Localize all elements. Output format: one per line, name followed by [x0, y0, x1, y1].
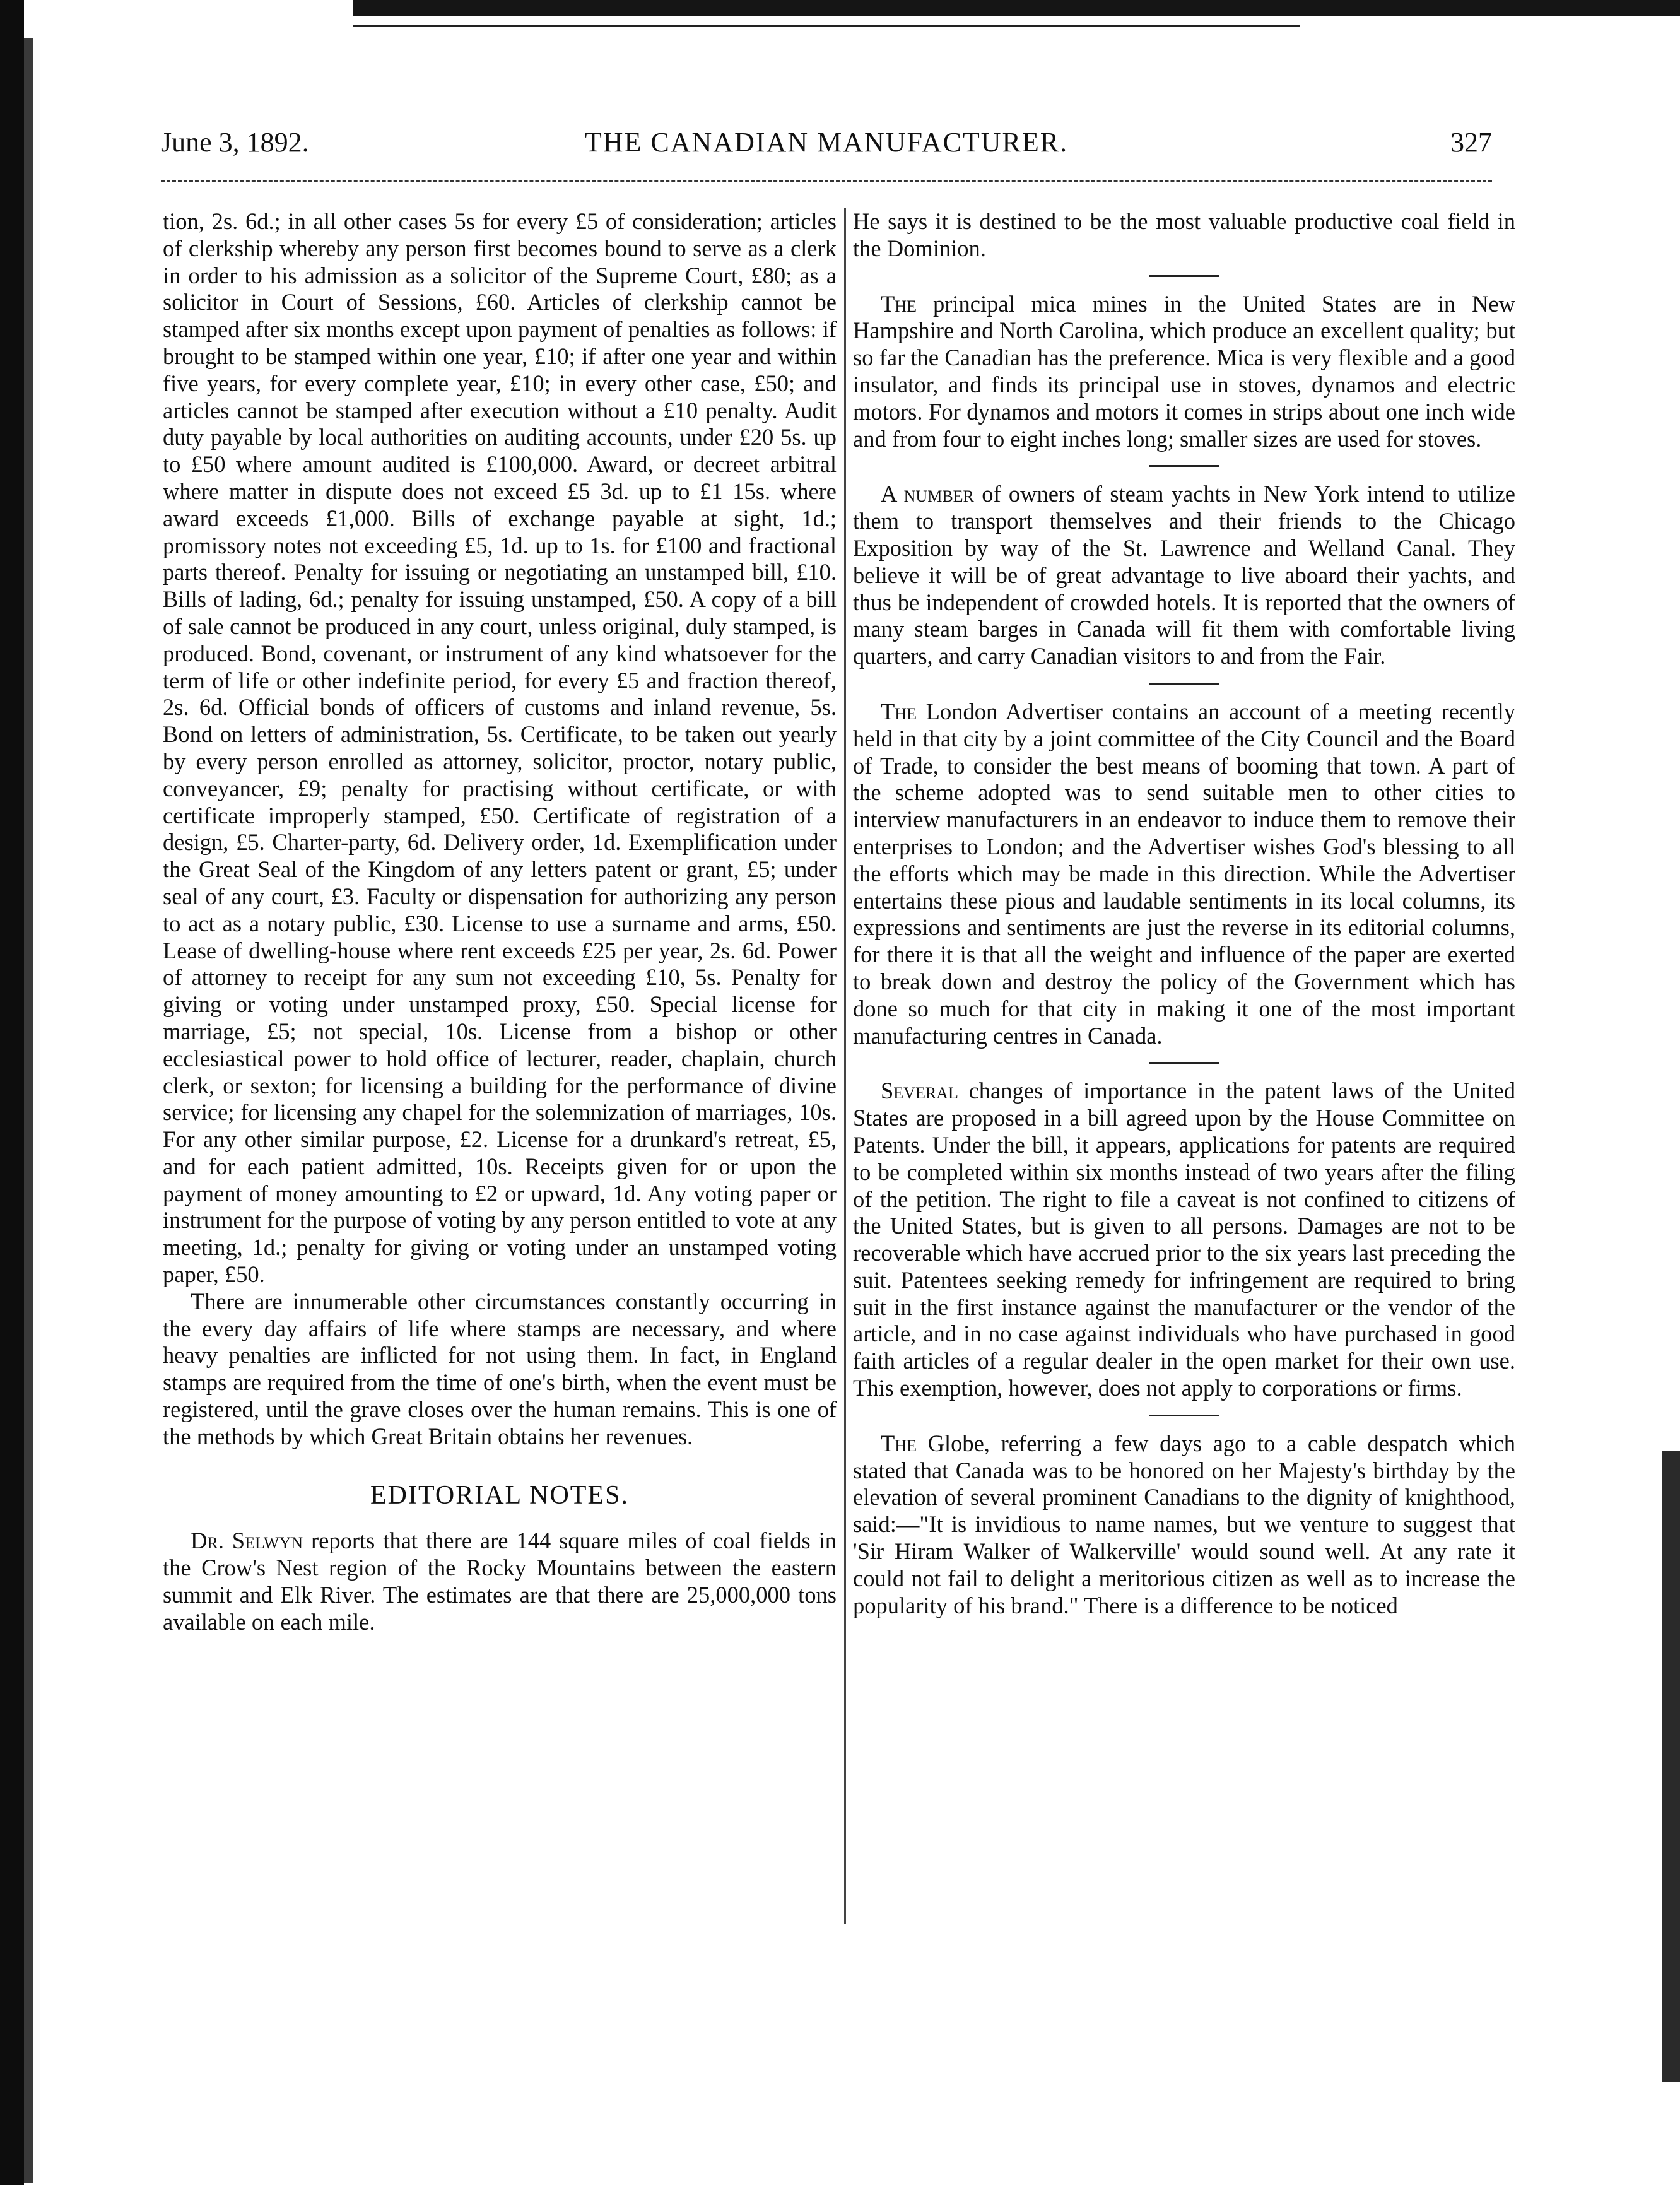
note-separator [1149, 465, 1219, 467]
paragraph-text: changes of importance in the patent laws of the United States are proposed in a bill agreed upon by the House Committee on Patents. Under the bill, it appears, applications for patents are required to be completed within six months instead of two years after the filing of the petition. The right to file a caveat is not confined to citizens of the United States, but is given to all persons. Damages are not to be recoverable which have accrued prior to the six years last preceding the suit. Patentees seeking remedy for infringement are required to bring suit in the first instance against the manufacturer or the vendor of the article, and in no case against individuals who have purchased in good faith articles of a regular dealer in the open market for their own use. This exemption, however, does not apply to corporations or firms. [853, 1078, 1515, 1401]
patent-laws-paragraph [853, 1078, 1515, 1402]
globe-paragraph [853, 1430, 1515, 1620]
issue-date: June 3, 1892. [161, 127, 309, 158]
binding-edge-shadow [24, 38, 33, 2183]
left-column [163, 208, 837, 1636]
binding-spine-shadow [0, 0, 24, 2185]
mica-paragraph [853, 291, 1515, 453]
paragraph-text: principal mica mines in the United States are in New Hampshire and North Carolina, which produce an excellent quality; but so far the Canadian has the preference. Mica is very flexible and a good insulator, and finds its principal use in stoves, dynamos and electric motors. For dynamos and motors it comes in strips about one inch wide and from four to eight inches long; smaller sizes are used for stoves. [853, 290, 1515, 452]
selwyn-paragraph [163, 1528, 837, 1635]
yachts-paragraph [853, 481, 1515, 670]
note-separator [1149, 1062, 1219, 1064]
paragraph-text: Globe, referring a few days ago to a cable despatch which stated that Canada was to be honored on her Majesty's birthday by the elevation of several prominent Canadians to the dignity of knighthood, said:—"It is invidious to name names, but we venture to suggest that 'Sir Hiram Walker of Walkerville' would sound well. At any rate it could not fail to delight a meritorious citizen as well as to increase the popularity of his brand." There is a difference to be noticed [853, 1430, 1515, 1618]
note-separator [1149, 275, 1219, 277]
paragraph-lead: Dr. Selwyn [191, 1528, 303, 1554]
section-heading: EDITORIAL NOTES. [370, 1480, 629, 1510]
paragraph-text: of owners of steam yachts in New York intend to utilize them to transport themselves and their friends to the Chicago Exposition by way of the St. Lawrence and Welland Canal. They believe it will be of great advantage to live aboard their yachts, and thus be independent of crowded hotels. It is reported that the owners of many steam barges in Canada will fit them with comfortable living quarters, and carry Canadian visitors to and from the Fair. [853, 481, 1515, 669]
paragraph-lead: Several [881, 1078, 958, 1104]
right-column [853, 208, 1515, 1619]
top-scan-border [353, 0, 1680, 16]
page-number: 327 [1450, 127, 1492, 158]
paragraph-text: reports that there are 144 square miles of coal fields in the Crow's Nest region of the Rocky Mountains between the eastern summit and Elk River. The estimates are that there are 25,000,000 tons available on each mile. [163, 1528, 837, 1635]
london-advertiser-paragraph [853, 698, 1515, 1049]
column-divider [844, 208, 846, 1924]
header-rule [161, 180, 1492, 182]
selwyn-continued-paragraph: He says it is destined to be the most valuable productive coal field in the Dominion. [853, 208, 1515, 261]
note-separator [1149, 1415, 1219, 1416]
paragraph-lead: The [881, 1430, 917, 1456]
paragraph-text: London Advertiser contains an account of a meeting recently held in that city by a joint committee of the City Council and the Board of Trade, to consider the best means of booming that town. A part of the scheme adopted was to send suitable men to other cities to interview manufacturers in an endeavor to induce them to remove their enterprises to London; and the Advertiser wishes God's blessing to all the efforts which may be made in this direction. While the Advertiser entertains these pious and laudable sentiments in its local columns, its expressions and sentiments are just the reverse in its editorial columns, for there it is that all the weight and influence of the paper are exerted to break down and destroy the policy of the Government which has done so much for that city in making it one of the most important manufacturing centres in Canada. [853, 698, 1515, 1049]
top-thin-rule [353, 25, 1300, 27]
stamp-duties-paragraph: tion, 2s. 6d.; in all other cases 5s for every £5 of consideration; articles of clerkship whereby any person first becomes bound to serve as a clerk in order to his admission as a solicitor of the Supreme Court, £80; as a solicitor in Court of Sessions, £60. Articles of clerkship cannot be stamped after six months except upon payment of penalties as follows: if brought to be stamped within one year, £10; if after one year and within five years, for every complete year, £10; in every other case, £50; and articles cannot be stamped after execution without a £10 penalty. Audit duty payable by local authorities on auditing accounts, under £20 5s. up to £50 where amount audited is £100,000. Award, or decreet arbitral where matter in dispute does not exceed £5 3d. up to £1 15s. where award exceeds £1,000. Bills of exchange payable at sight, 1d.; promissory notes not exceeding £5, 1d. up to 1s. for £100 and fractional parts thereof. Penalty for issuing or negotiating an unstamped bill, £10. Bills of lading, 6d.; penalty for issuing unstamped, £50. A copy of a bill of sale cannot be produced in any court, unless original, duly stamped, is produced. Bond, covenant, or instrument of any kind whatsoever for the term of life or other indefinite period, for every £5 and fraction thereof, 2s. 6d. Official bonds of officers of customs and inland revenue, 5s. Bond on letters of administration, 5s. Certificate, to be taken out yearly by every person enrolled as attorney, solicitor, proctor, notary public, conveyancer, £9; penalty for practising without certificate, or with certificate improperly stamped, £50. Certificate of registration of a design, £5. Charter-party, 6d. Delivery order, 1d. Exemplification under the Great Seal of the Kingdom of any letters patent or grant, £5; under seal of any court, £3. Faculty or dispensation for authorizing any person to act as a notary public, £30. License to use a surname and arms, £50. Lease of dwelling-house where rent exceeds £25 per year, 2s. 6d. Power of attorney to receipt for any sum not exceeding £10, 5s. Penalty for giving or voting under unstamped proxy, £50. Special license for marriage, £5; not special, 10s. License from a bishop or other ecclesiastical power to hold office of lecturer, reader, chaplain, church clerk, or sexton; for licensing a building for the performance of divine service; for licensing any chapel for the solemnization of marriages, 10s. For any other similar purpose, £2. License for a drunkard's retreat, £5, and for each patient admitted, 10s. Receipts given for or upon the payment of money amounting to £2 or upward, 1d. Any voting paper or instrument for the purpose of voting by any person entitled to vote at any meeting, 1d.; penalty for giving or voting under an unstamped voting paper, £50. [163, 208, 837, 1288]
note-separator [1149, 683, 1219, 685]
right-edge-shadow [1662, 1451, 1680, 2082]
page-header [161, 126, 1492, 164]
paragraph-lead: A number [881, 481, 974, 507]
paragraph-lead: The [881, 290, 917, 317]
stamps-summary-paragraph: There are innumerable other circumstances constantly occurring in the every day affairs of life where stamps are necessary, and where heavy penalties are inflicted for not using them. In fact, in England stamps are required from the time of one's birth, when the event must be registered, until the grave closes over the human remains. This is one of the methods by which Great Britain obtains her revenues. [163, 1288, 837, 1449]
publication-title: THE CANADIAN MANUFACTURER. [584, 127, 1069, 158]
paragraph-lead: The [881, 698, 917, 724]
